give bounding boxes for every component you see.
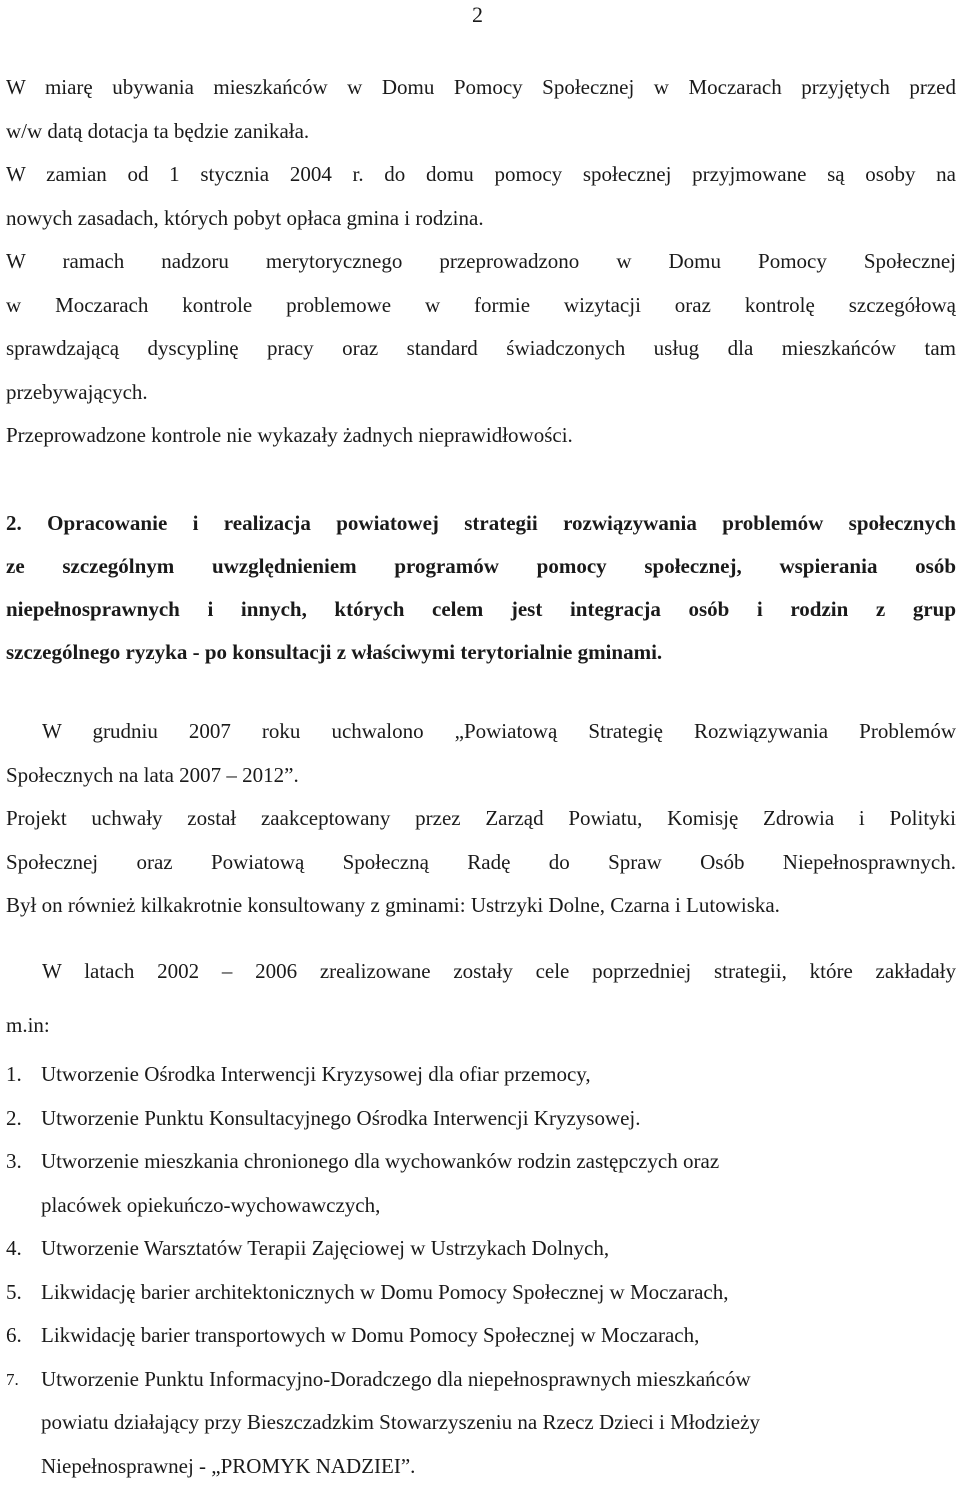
text-line: nowych zasadach, których pobyt opłaca gmina i rodzina. <box>6 197 956 241</box>
text-line: Był on również kilkakrotnie konsultowany z gminami: Ustrzyki Dolne, Czarna i Lutowiska. <box>6 884 956 928</box>
list-item <box>6 1140 956 1227</box>
list-item <box>6 1271 956 1315</box>
text-line: w/w datą dotacja ta będzie zanikała. <box>6 110 956 154</box>
list-number: 2. <box>6 1097 22 1141</box>
list-item <box>6 1097 956 1141</box>
list-number: 5. <box>6 1271 22 1315</box>
list-number: 7. <box>6 1358 19 1402</box>
heading-line: niepełnosprawnych i innych, których celem jest integracja osób i rodzin z grup <box>6 588 956 631</box>
years-paragraph <box>6 944 956 1052</box>
text-line: Społecznych na lata 2007 – 2012”. <box>6 754 956 798</box>
text-line: Przeprowadzone kontrole nie wykazały żadnych nieprawidłowości. <box>6 414 956 458</box>
page-number: 2 <box>472 2 483 28</box>
project-paragraph <box>6 797 956 928</box>
heading-line: szczególnego ryzyka - po konsultacji z właściwymi terytorialnie gminami. <box>6 631 956 674</box>
list-item-text: Utworzenie Warsztatów Terapii Zajęciowej w Ustrzykach Dolnych, <box>41 1227 956 1271</box>
list-item-text: powiatu działający przy Bieszczadzkim Stowarzyszeniu na Rzecz Dzieci i Młodzieży <box>41 1401 956 1445</box>
text-line: W grudniu 2007 roku uchwalono „Powiatową Strategię Rozwiązywania Problemów <box>6 710 956 754</box>
list-number: 3. <box>6 1140 22 1184</box>
achievements-list <box>6 1053 956 1488</box>
text-line: W miarę ubywania mieszkańców w Domu Pomocy Społecznej w Moczarach przyjętych przed <box>6 66 956 110</box>
heading-line: 2. Opracowanie i realizacja powiatowej strategii rozwiązywania problemów społecznych <box>6 502 956 545</box>
list-item-text: placówek opiekuńczo-wychowawczych, <box>41 1184 956 1228</box>
text-line: W ramach nadzoru merytorycznego przeprowadzono w Domu Pomocy Społecznej <box>6 240 956 284</box>
list-item <box>6 1314 956 1358</box>
text-line: sprawdzającą dyscyplinę pracy oraz standard świadczonych usług dla mieszkańców tam <box>6 327 956 371</box>
text-line: W zamian od 1 stycznia 2004 r. do domu pomocy społecznej przyjmowane są osoby na <box>6 153 956 197</box>
heading-line: ze szczególnym uwzględnieniem programów pomocy społecznej, wspierania osób <box>6 545 956 588</box>
list-number: 4. <box>6 1227 22 1271</box>
text-line: Społecznej oraz Powiatową Społeczną Radę do Spraw Osób Niepełnosprawnych. <box>6 841 956 885</box>
list-item-text: Utworzenie Punktu Informacyjno-Doradczego dla niepełnosprawnych mieszkańców <box>41 1358 956 1402</box>
list-item-text: Likwidację barier architektonicznych w Domu Pomocy Społecznej w Moczarach, <box>41 1271 956 1315</box>
list-item <box>6 1358 956 1488</box>
list-item-text: Utworzenie Punktu Konsultacyjnego Ośrodka Interwencji Kryzysowej. <box>41 1097 956 1141</box>
strategy-paragraph <box>6 710 956 797</box>
text-line: w Moczarach kontrole problemowe w formie wizytacji oraz kontrolę szczegółową <box>6 284 956 328</box>
list-number: 1. <box>6 1053 22 1097</box>
text-line: Projekt uchwały został zaakceptowany przez Zarząd Powiatu, Komisję Zdrowia i Polityki <box>6 797 956 841</box>
section1-paragraph <box>6 66 956 458</box>
text-line: m.in: <box>6 998 956 1052</box>
list-item-text: Niepełnosprawnej - „PROMYK NADZIEI”. <box>41 1445 956 1488</box>
text-line: W latach 2002 – 2006 zrealizowane zostały cele poprzedniej strategii, które zakładały <box>6 944 956 998</box>
list-item-text: Utworzenie Ośrodka Interwencji Kryzysowej dla ofiar przemocy, <box>41 1053 956 1097</box>
list-item-text: Utworzenie mieszkania chronionego dla wychowanków rodzin zastępczych oraz <box>41 1140 956 1184</box>
list-item-text: Likwidację barier transportowych w Domu Pomocy Społecznej w Moczarach, <box>41 1314 956 1358</box>
list-number: 6. <box>6 1314 22 1358</box>
list-item <box>6 1227 956 1271</box>
text-line: przebywających. <box>6 371 956 415</box>
section2-heading <box>6 502 956 674</box>
list-item <box>6 1053 956 1097</box>
